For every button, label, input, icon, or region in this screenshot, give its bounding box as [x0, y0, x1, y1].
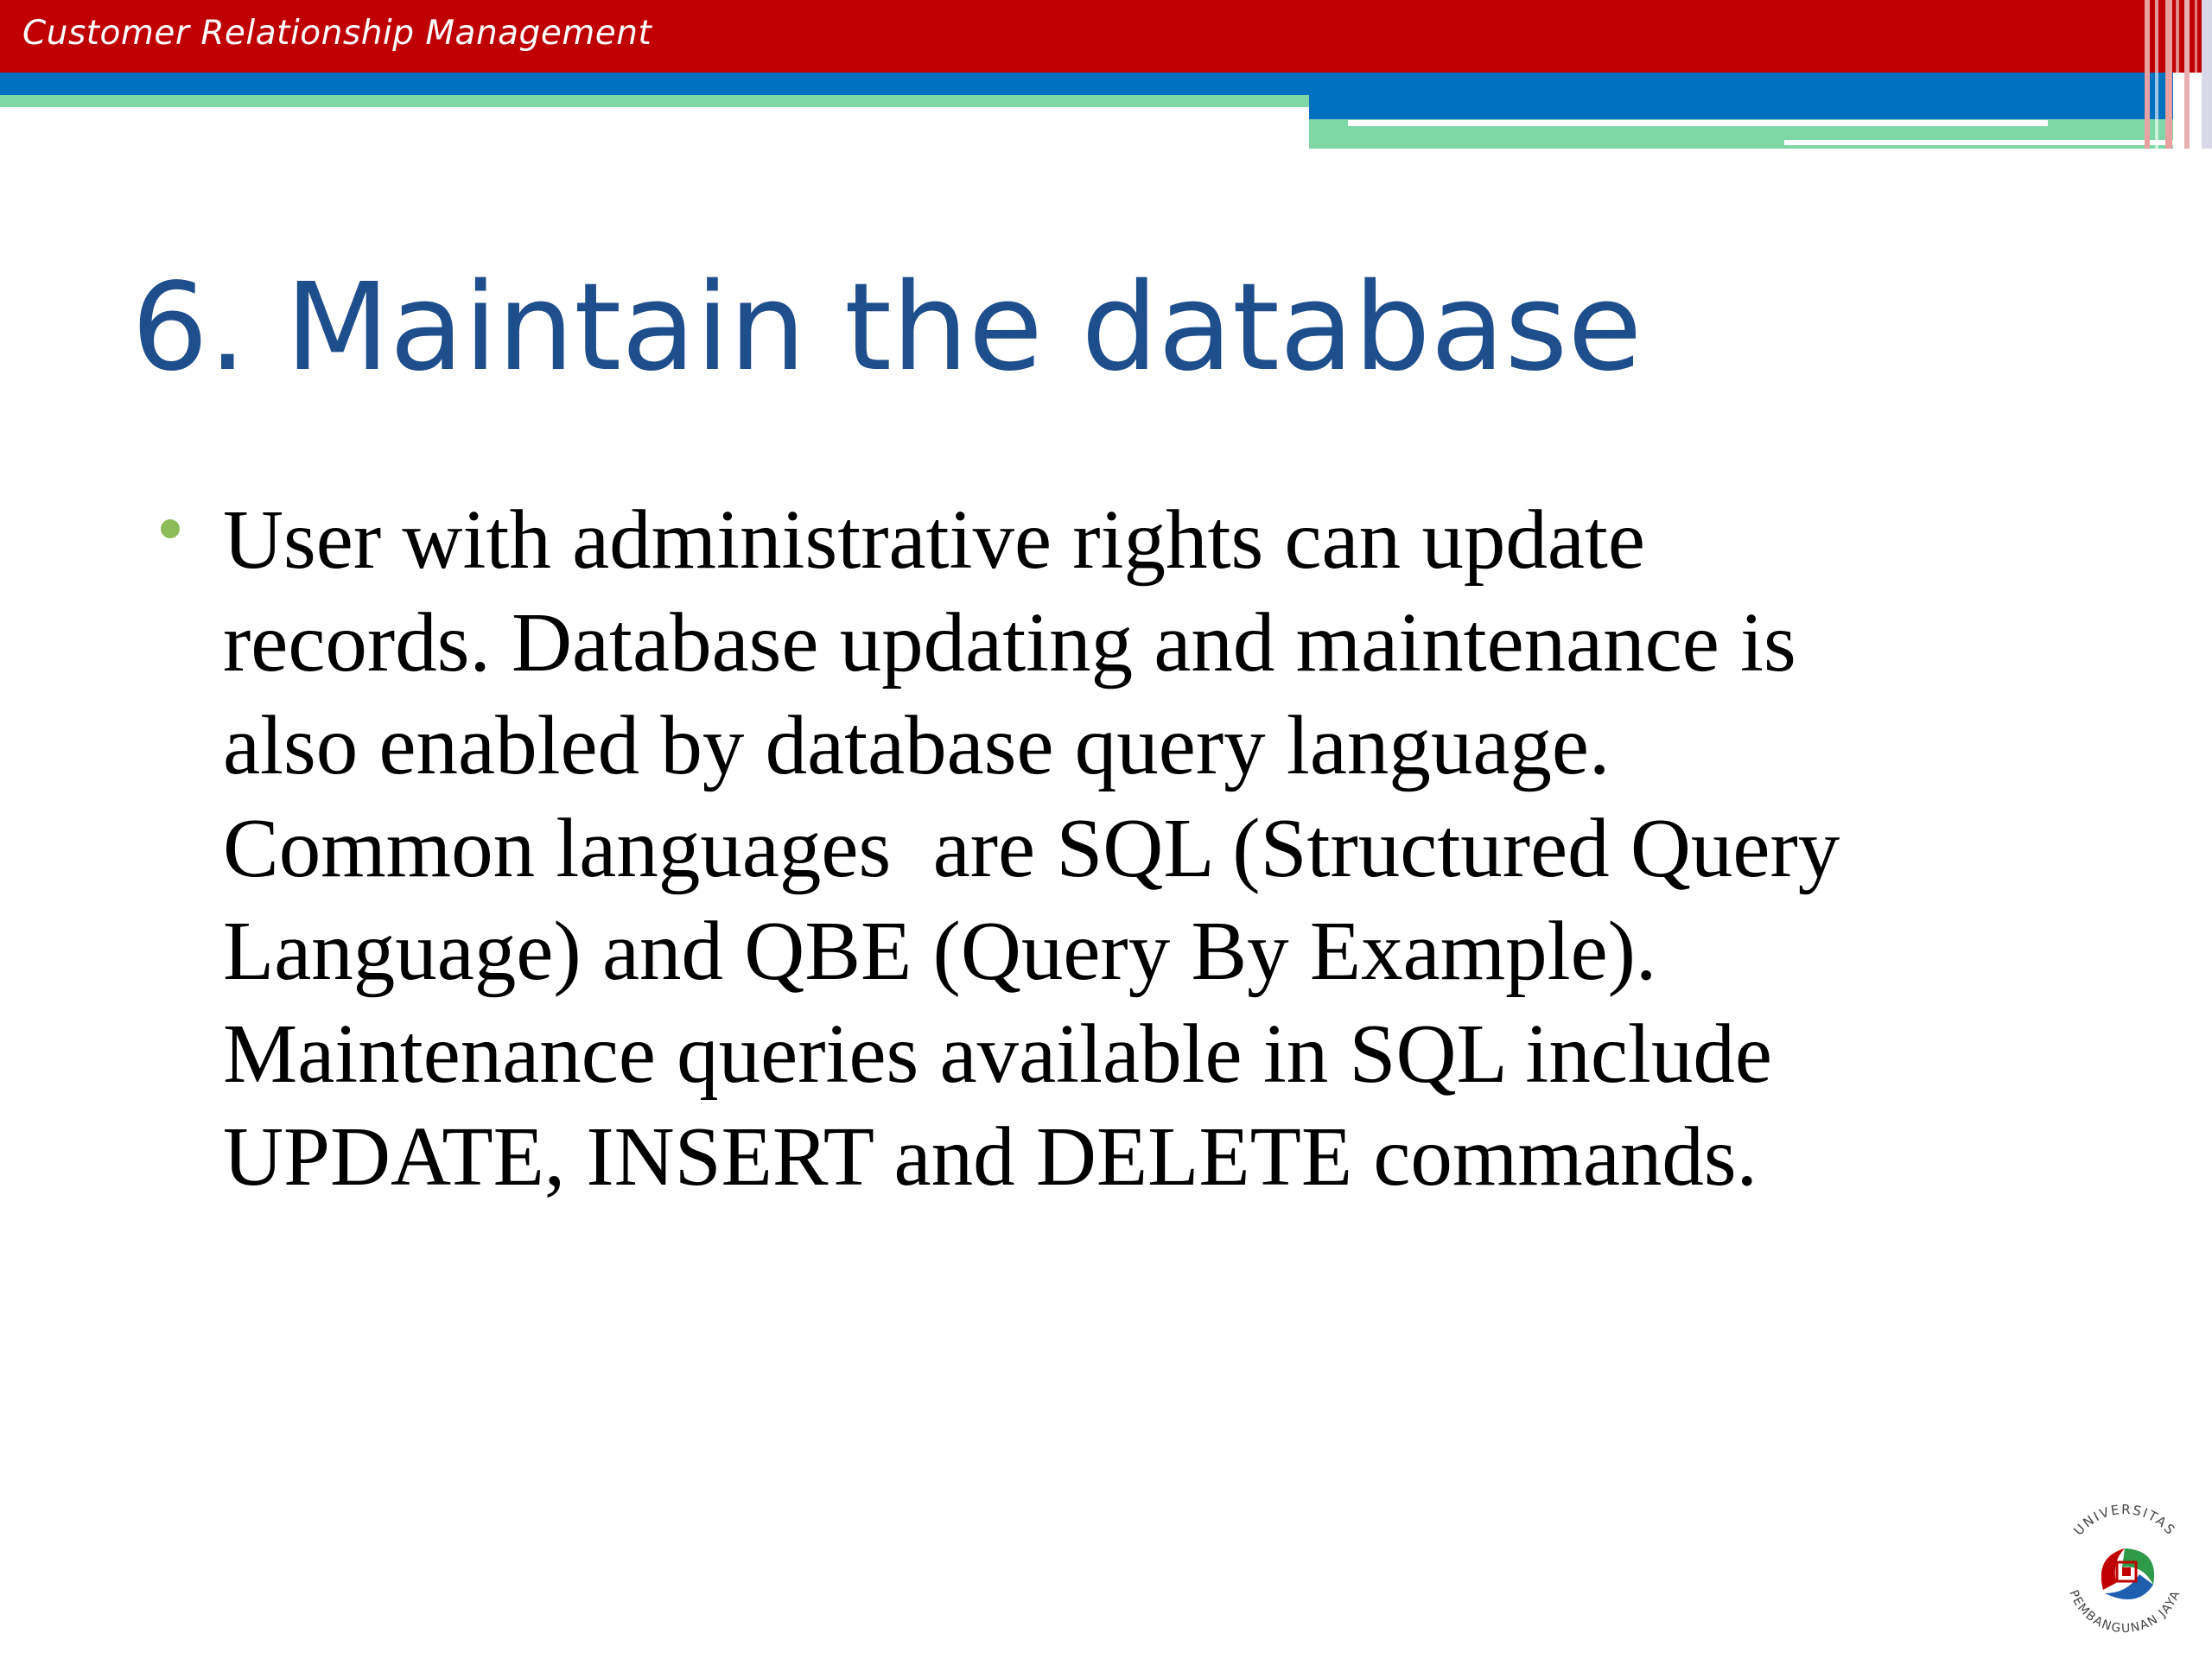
header-title: Customer Relationship Management [22, 14, 652, 53]
logo-text-top: UNIVERSITAS [2070, 1501, 2179, 1539]
header-stripe-white-line-2 [1784, 140, 2173, 145]
bullet-text-line: Language) and QBE (Query By Example). [223, 905, 1657, 997]
logo-text-bottom: PEMBANGUNAN JAYA [2066, 1587, 2183, 1637]
bullet-paragraph [223, 488, 2089, 1208]
decorative-vertical-line [2145, 0, 2150, 149]
bullet-text-line: records. Database updating and maintenance is [223, 596, 1796, 689]
decorative-vertical-line [2195, 0, 2197, 149]
bullet-text-line: also enabled by database query language. [223, 699, 1611, 791]
bullet-text-line: Common languages are SQL (Structured Query [223, 802, 1840, 894]
decorative-vertical-line [2155, 0, 2158, 149]
bullet-text-line: User with administrative rights can update [223, 493, 1645, 586]
slide-title: 6. Maintain the database [131, 257, 1643, 398]
header-stripe-blue-right [1309, 95, 2173, 119]
bullet-text-line: Maintenance queries available in SQL include [223, 1007, 1772, 1100]
header-stripe-blue [0, 73, 2173, 95]
header-band [0, 0, 2212, 73]
decorative-vertical-line [2165, 0, 2172, 149]
university-logo [2051, 1488, 2198, 1652]
bullet-text-line: UPDATE, INSERT and DELETE commands. [223, 1110, 1758, 1203]
decorative-vertical-line [2184, 0, 2190, 149]
header-stripe-green [0, 95, 1309, 107]
decorative-vertical-line [2202, 0, 2212, 149]
decorative-vertical-line [2176, 0, 2179, 149]
header-stripe-white-line [1348, 120, 2048, 126]
bullet-icon [161, 519, 180, 538]
